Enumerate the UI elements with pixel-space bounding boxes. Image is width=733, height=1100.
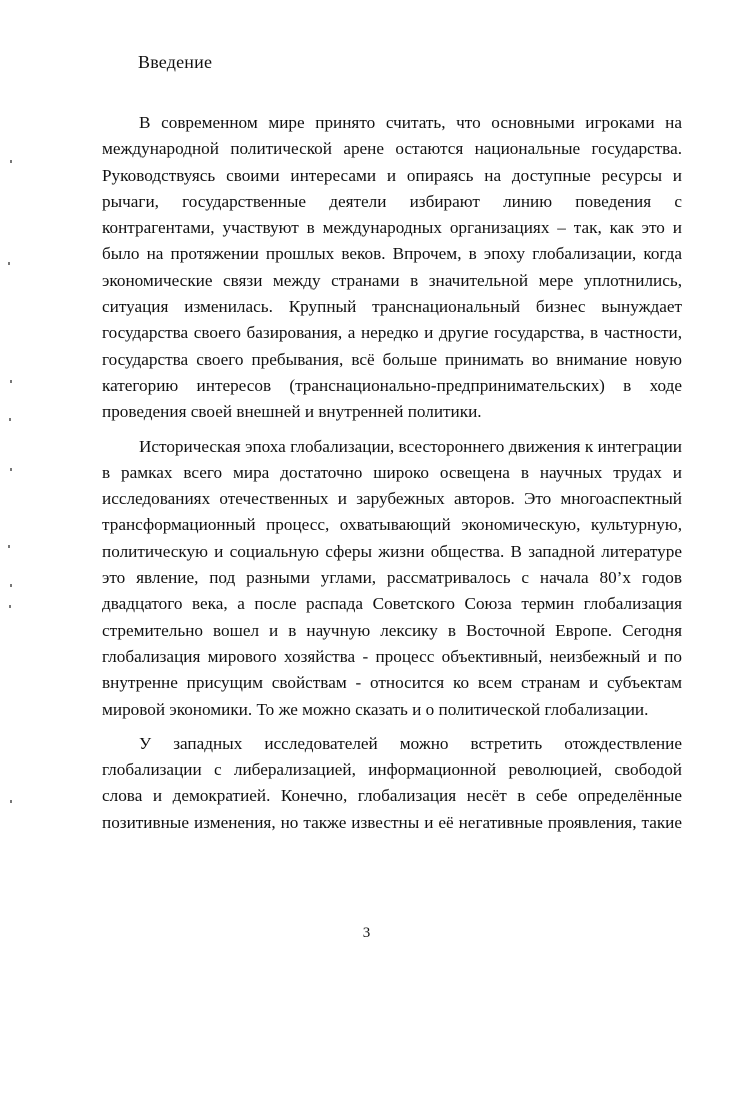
paragraph-1 [102, 110, 682, 426]
paragraph-2 [102, 434, 682, 723]
scan-speck [10, 800, 12, 803]
paragraph-gap [102, 426, 682, 434]
scan-speck [10, 468, 12, 471]
scan-speck [10, 380, 12, 383]
text-line: Историческая эпоха глобализации, всестороннего движения к интеграции [139, 436, 682, 456]
text-line: Руководствуясь своими интересами и опираясь на доступные ресурсы и [102, 165, 682, 185]
scan-speck [10, 584, 12, 587]
text-line: глобализации с либерализацией, информационной революцией, свободой [102, 760, 682, 780]
text-line: проведения своей внешней и внутренней политики. [102, 402, 482, 422]
text-line: категорию интересов (транснационально-предпринимательских) в ходе [102, 375, 682, 395]
text-line: двадцатого века, а после распада Советского Союза термин глобализация [102, 594, 682, 614]
text-line: было на протяжении прошлых веков. Впрочем, в эпоху глобализации, когда [102, 244, 682, 264]
text-line: экономические связи между странами в значительной мере уплотнились, [102, 270, 682, 290]
scan-speck [8, 545, 10, 548]
text-line: слова и демократией. Конечно, глобализация несёт в себе определённые [102, 786, 682, 806]
paragraph-gap [102, 723, 682, 731]
scan-speck [10, 160, 12, 163]
text-line: трансформационный процесс, охватывающий экономическую, культурную, [102, 515, 682, 535]
scan-speck [9, 605, 11, 608]
text-line: в рамках всего мира достаточно широко освещена в научных трудах и [102, 462, 682, 482]
page-number: 3 [362, 925, 371, 941]
text-line: В современном мире принято считать, что основными игроками на [139, 113, 682, 132]
text-line: государства своего базирования, а нередко и другие государства, в частности, [102, 323, 682, 343]
text-line: контрагентами, участвуют в международных организациях – так, как это и [102, 218, 682, 238]
text-line: внутренне присущим свойствам - относится ко всем странам и субъектам [102, 673, 682, 693]
body-text [102, 110, 682, 836]
text-line: международной политической арене остаются национальные государства. [102, 139, 682, 159]
paragraph-3 [102, 731, 682, 836]
text-line: позитивные изменения, но также известны и её негативные проявления, такие [102, 812, 682, 832]
text-line: У западных исследователей можно встретить отождествление [139, 733, 682, 753]
scan-speck [9, 418, 11, 421]
text-line: государства своего пребывания, всё больше принимать во внимание новую [102, 349, 682, 369]
text-line: мировой экономики. То же можно сказать и о политической глобализации. [102, 699, 649, 719]
text-line: исследованиях отечественных и зарубежных авторов. Это многоаспектный [102, 489, 682, 509]
text-line: глобализация мирового хозяйства - процесс объективный, неизбежный и по [102, 646, 682, 666]
text-line: ситуация изменилась. Крупный транснациональный бизнес вынуждает [102, 297, 682, 317]
text-line: политическую и социальную сферы жизни общества. В западной литературе [102, 541, 682, 561]
text-line: стремительно вошел и в научную лексику в Восточной Европе. Сегодня [102, 620, 682, 640]
scan-speck [8, 262, 10, 265]
text-line: рычаги, государственные деятели избирают линию поведения с [102, 191, 682, 211]
text-line: это явление, под разными углами, рассматривалось с начала 80’х годов [102, 568, 682, 588]
page-heading: Введение [138, 52, 213, 72]
